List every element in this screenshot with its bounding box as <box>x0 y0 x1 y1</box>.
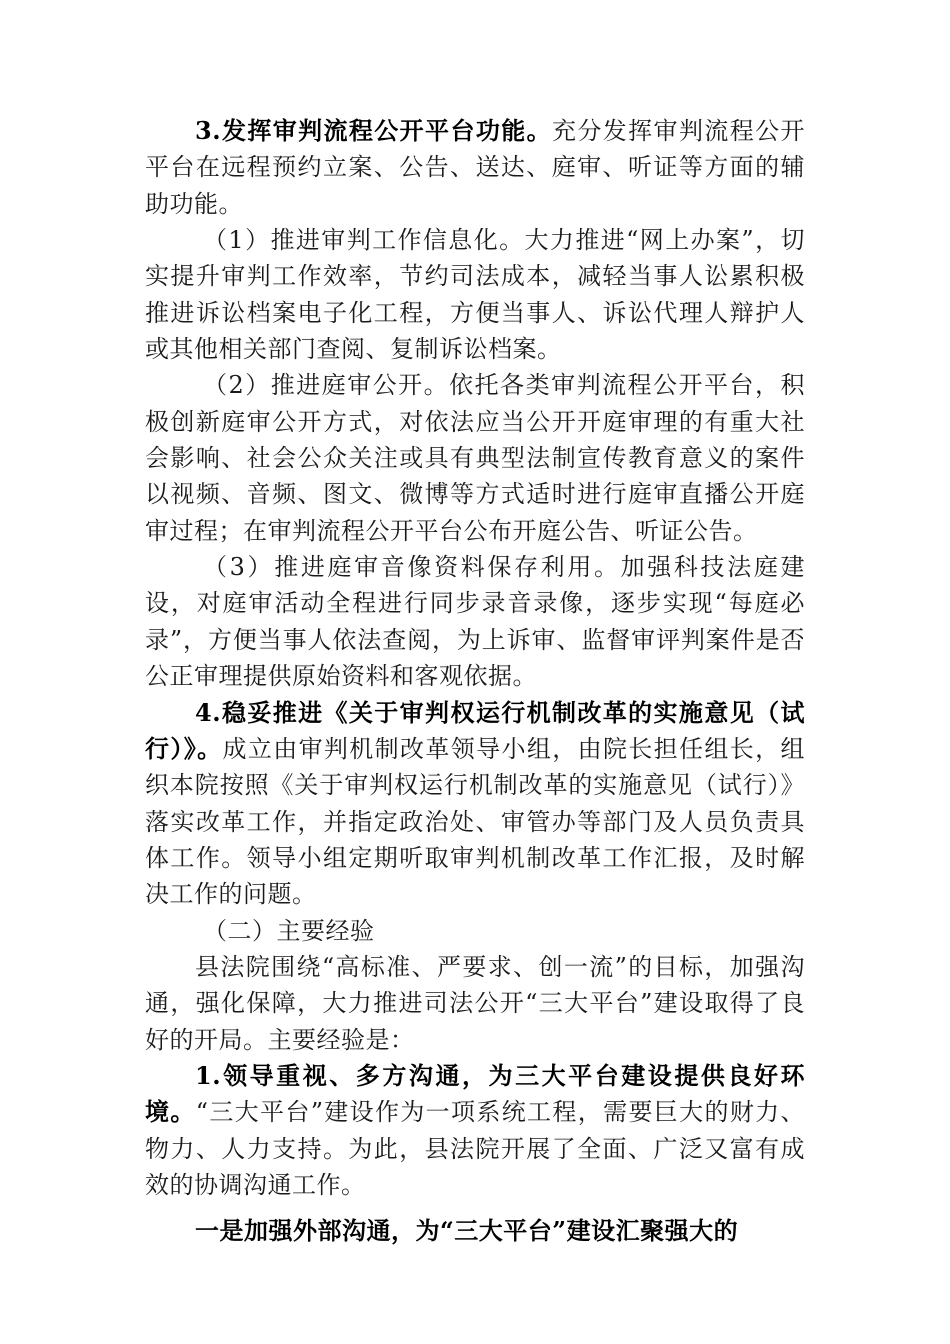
paragraph-8-text: “三大平台”建设作为一项系统工程，需要巨大的财力、物力、人力支持。为此，县法院开展了全面、广泛又富有成效的协调沟通工作。 <box>145 1098 806 1199</box>
paragraph-7-text: 县法院围绕“高标准、严要求、创一流”的目标，加强沟通，强化保障，大力推进司法公开“三大平台”建设取得了良好的开局。主要经验是： <box>145 952 805 1054</box>
document-body <box>145 113 805 1250</box>
paragraph-1-heading: 3.发挥审判流程公开平台功能。 <box>195 116 552 145</box>
paragraph-3 <box>145 367 805 549</box>
paragraph-8 <box>145 1058 805 1203</box>
paragraph-2-text: （1）推进审判工作信息化。大力推进“网上办案”，切实提升审判工作效率，节约司法成本，减轻当事人讼累积极推进诉讼档案电子化工程，方便当事人、诉讼代理人辩护人或其他相关部门查阅、复制诉讼档案。 <box>145 226 805 364</box>
paragraph-7 <box>145 949 805 1058</box>
section-heading-text: （二）主要经验 <box>203 916 375 945</box>
paragraph-9-heading: 一是加强外部沟通，为“三大平台”建设汇聚强大的 <box>195 1216 739 1246</box>
paragraph-4-text: （3）推进庭审音像资料保存利用。加强科技法庭建设，对庭审活动全程进行同步录音录像，逐步实现“每庭必录”，方便当事人依法查阅，为上诉审、监督审评判案件是否公正审理提供原始资料和客观依据。 <box>145 553 805 691</box>
paragraph-1-text: 充分发挥审判流程公开平台在远程预约立案、公告、送达、庭审、听证等方面的辅助功能。 <box>145 117 805 218</box>
paragraph-5-heading: 4.稳妥推进《关于审判权运行机制改革的实施意见（试行）》。 <box>145 697 805 763</box>
paragraph-9 <box>145 1213 805 1249</box>
paragraph-5 <box>145 695 805 913</box>
section-heading-experience <box>145 913 805 949</box>
paragraph-2 <box>145 222 805 367</box>
paragraph-5-text: 成立由审判机制改革领导小组，由院长担任组长，组织本院按照《关于审判权运行机制改革的实施意见（试行）》落实改革工作，并指定政治处、审管办等部门及人员负责具体工作。领导小组定期听取审判机制改革工作汇报，及时解决工作的问题。 <box>145 734 806 909</box>
paragraph-4 <box>145 549 805 694</box>
paragraph-3-text: （2）推进庭审公开。依托各类审判流程公开平台，积极创新庭审公开方式，对依法应当公开开庭审理的有重大社会影响、社会公众关注或具有典型法制宣传教育意义的案件以视频、音频、图文、微博等方式适时进行庭审直播公开庭审过程；在审判流程公开平台公布开庭公告、听证公告。 <box>145 371 805 545</box>
paragraph-8-heading: 1.领导重视、多方沟通，为三大平台建设提供良好环境。 <box>145 1060 805 1127</box>
paragraph-1 <box>145 113 805 222</box>
